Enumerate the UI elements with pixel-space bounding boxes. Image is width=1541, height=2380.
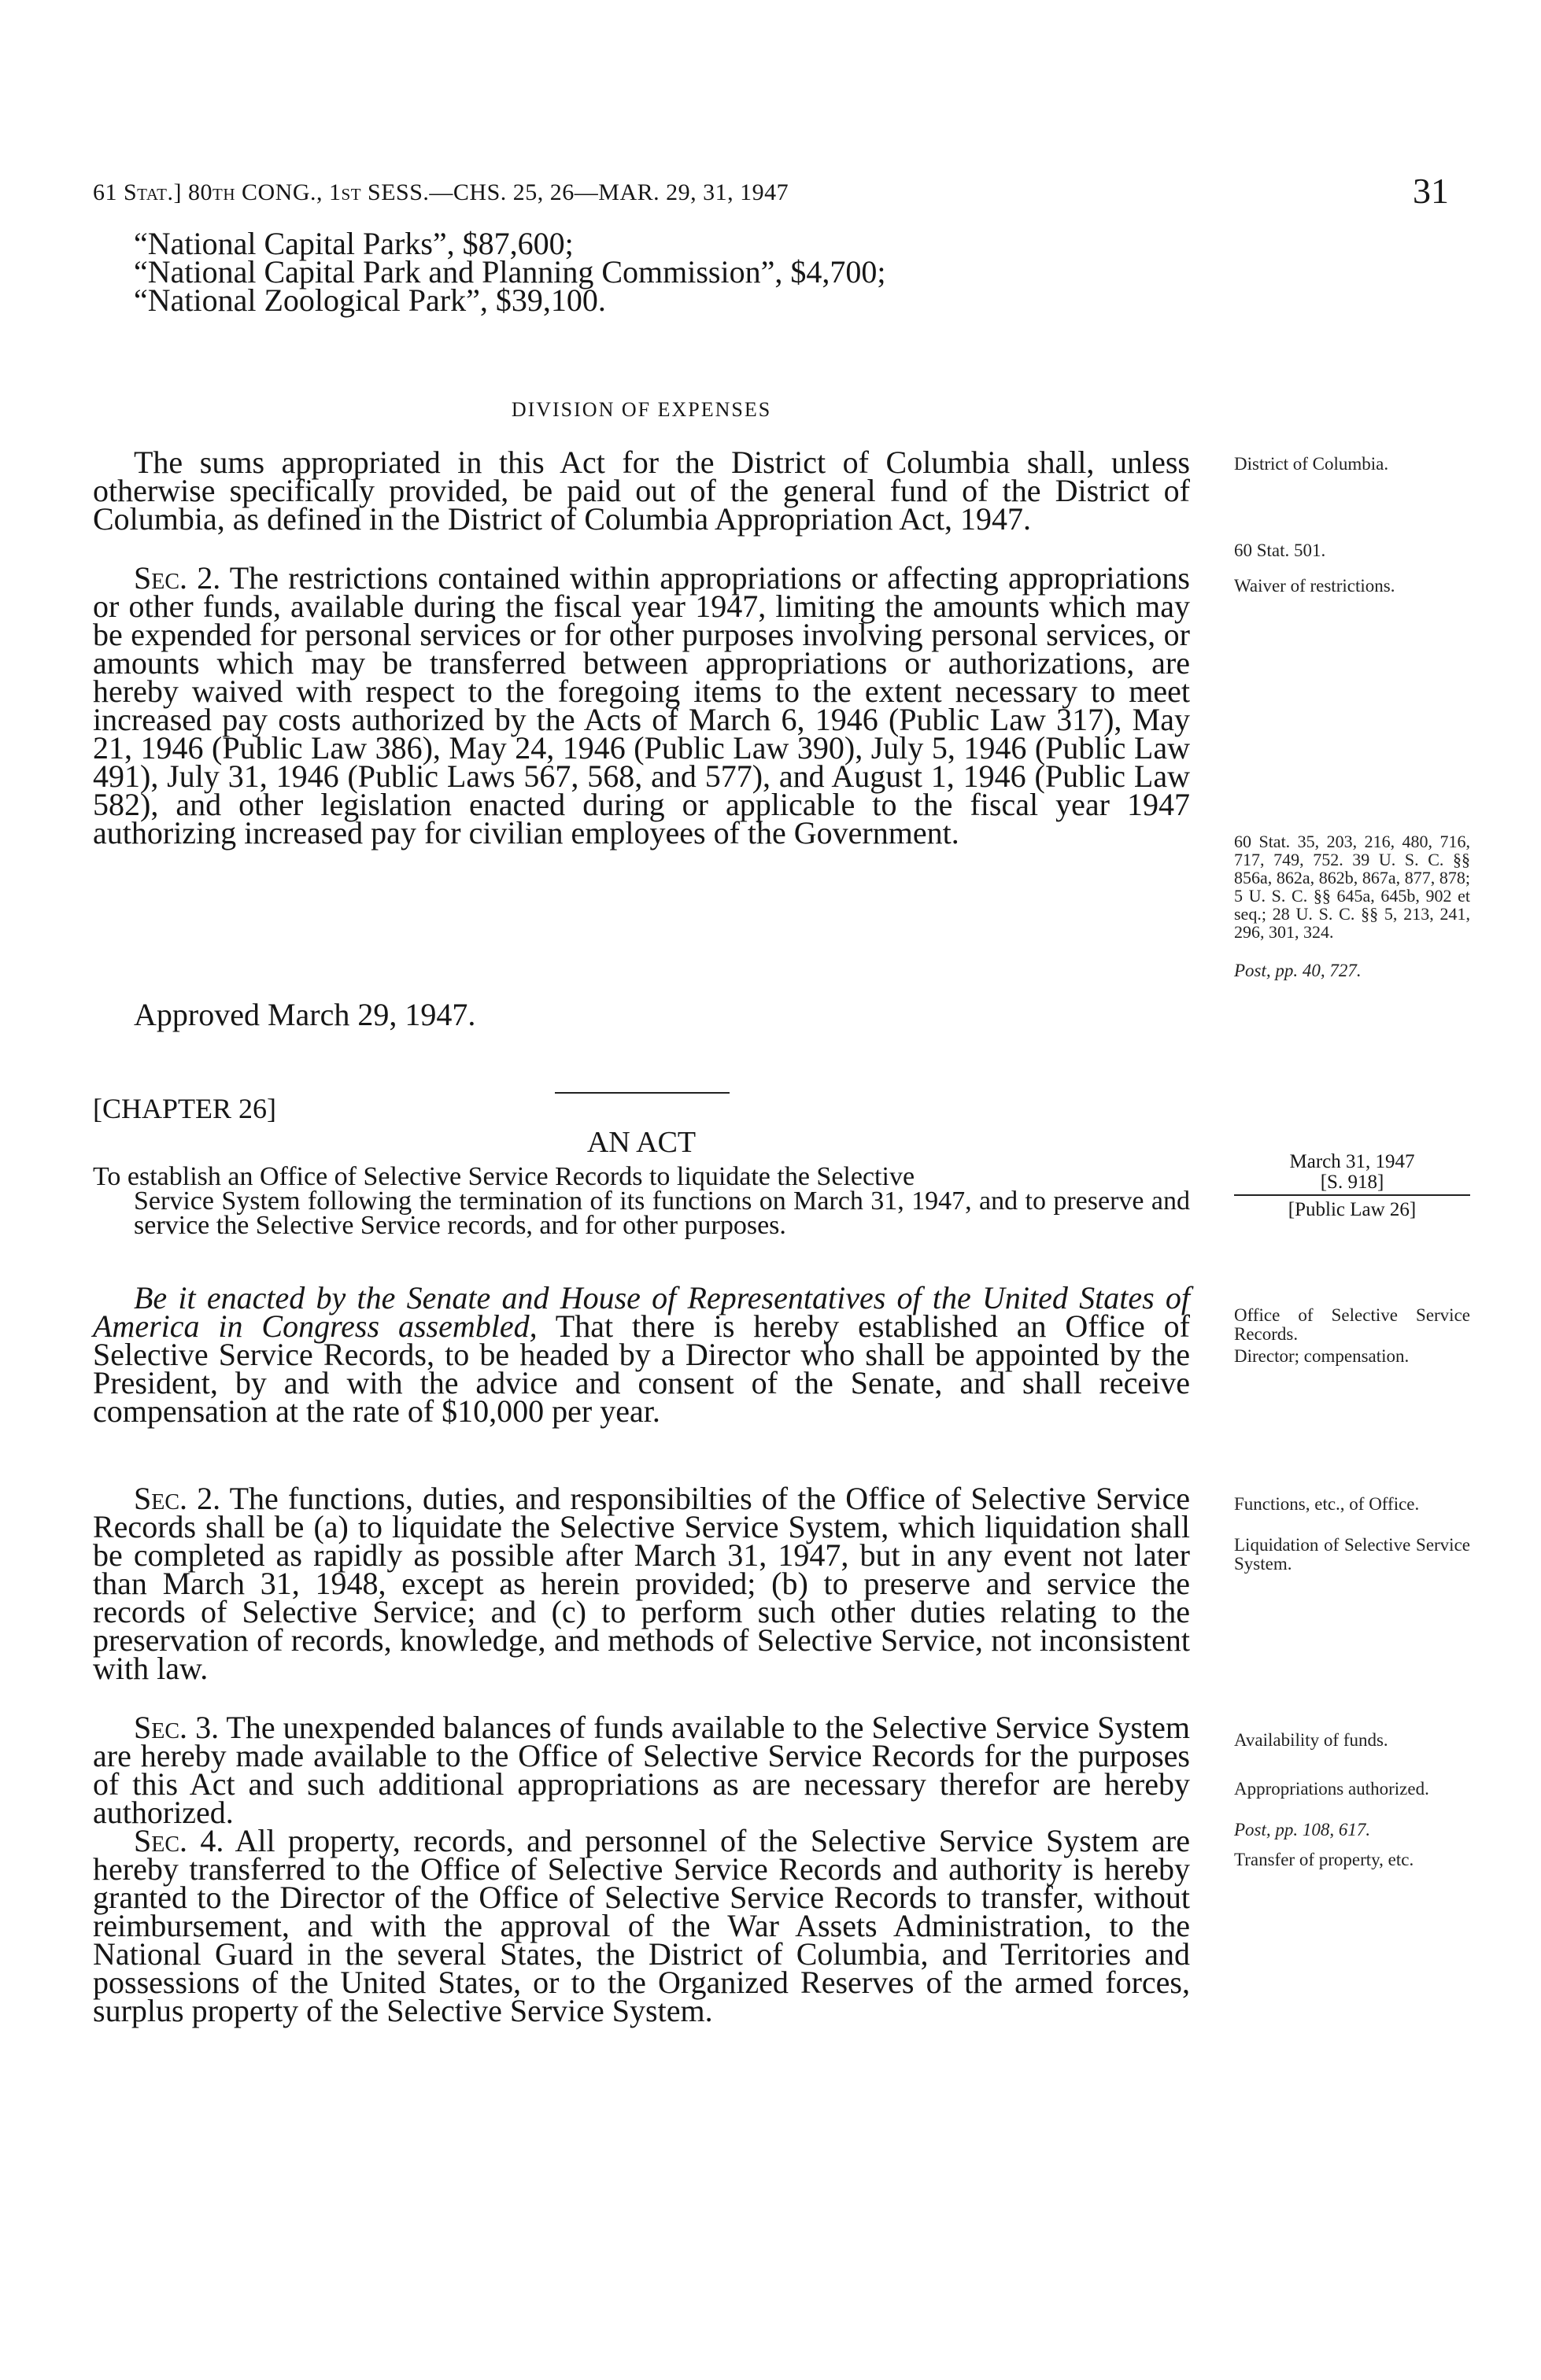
approval-date: March 31, 1947 [1289, 1151, 1415, 1172]
margin-note-stat-501: 60 Stat. 501. [1234, 541, 1326, 560]
section-4-block [93, 1823, 1190, 2028]
running-header: 61 Stat.] 80th CONG., 1st SESS.—CHS. 25, 26—MAR. 29, 31, 1947 [93, 179, 789, 205]
side-rule [1234, 1194, 1470, 1196]
bill-reference [1234, 1152, 1470, 1193]
margin-note-availability: Availability of funds. [1234, 1730, 1388, 1750]
approval-line: Approved March 29, 1947. [134, 997, 476, 1032]
margin-note-functions: Functions, etc., of Office. [1234, 1494, 1420, 1514]
act-title: To establish an Office of Selective Service Records to liquidate the Selective Service System following the termination of its functions on March 31, 1947, and to preserve and service the Selective Service records, and for other purposes. [93, 1162, 1190, 1240]
page-number: 31 [1413, 171, 1449, 211]
margin-note-post-2: Post, pp. 108, 617. [1234, 1820, 1371, 1839]
section-2-block [93, 560, 1191, 851]
section-1-paragraph: Be it enacted by the Senate and House of Representatives of the United States of America in Congress assembled, That there is hereby established an Office of Selective Service Records, to be headed by a Director who shall be appointed by the President, by and with the advice and consent of the Senate, and shall receive compensation at the rate of $10,000 per year. [93, 1280, 1190, 1429]
margin-note-transfer: Transfer of property, etc. [1234, 1850, 1414, 1869]
margin-note-office: Office of Selective Service Records. [1234, 1305, 1470, 1344]
approp-item: “National Capital Parks”, $87,600; [134, 226, 574, 261]
margin-note-waiver: Waiver of restrictions. [1234, 576, 1395, 596]
section-3-block [93, 1710, 1190, 1830]
appropriation-items [93, 226, 1190, 318]
division-body [93, 445, 1190, 537]
section-2b-block [93, 1481, 1191, 1686]
margin-note-liquidation: Liquidation of Selective Service System. [1234, 1535, 1470, 1574]
divider-rule [555, 1092, 730, 1094]
margin-note-post: Post, pp. 40, 727. [1234, 961, 1362, 980]
margin-note-district: District of Columbia. [1234, 454, 1389, 474]
approp-item: “National Zoological Park”, $39,100. [134, 282, 606, 318]
public-law-number: [Public Law 26] [1288, 1199, 1417, 1220]
section-2b-paragraph: Sec. 2. The functions, duties, and responsibilties of the Office of Selective Service Records shall be (a) to liquidate the Selective Service System, which liquidation shall be completed as rapidly as possible after March 31, 1947, but in any event not later than March 31, 1948, except as herein provided; (b) to preserve and service the records of Selective Service; and (c) to perform such other duties relating to the preservation of records, knowledge, and methods of Selective Service, not inconsistent with law. [93, 1481, 1191, 1686]
division-paragraph: The sums appropriated in this Act for the District of Columbia shall, unless otherwise specifically provided, be paid out of the general fund of the District of Columbia, as defined in the District of Columbia Appropriation Act, 1947. [93, 445, 1190, 537]
section-4-paragraph: Sec. 4. All property, records, and personnel of the Selective Service System are hereby transferred to the Office of Selective Service Records and authority is hereby granted to the Director of the Office of Selective Service Records to transfer, without reimbursement, and with the approval of the War Assets Administration, to the National Guard in the several States, the District of Columbia, and Territories and possessions of the United States, or to the Organized Reserves of the armed forces, surplus property of the Selective Service System. [93, 1823, 1190, 2028]
bill-number: [S. 918] [1320, 1172, 1384, 1193]
division-heading: DIVISION OF EXPENSES [511, 398, 772, 421]
section-label: Sec. 2. [134, 560, 221, 596]
section-3-paragraph: Sec. 3. The unexpended balances of funds available to the Selective Service System are hereby made available to the Office of Selective Service Records for the purposes of this Act and such additional appropriations as are necessary therefor are hereby authorized. [93, 1710, 1190, 1830]
enacting-clause: Be it enacted by the Senate and House of Representatives of the United States of America in Congress assembled, [93, 1280, 1190, 1344]
margin-note-citations: 60 Stat. 35, 203, 216, 480, 716, 717, 749, 752. 39 U. S. C. §§ 856a, 862a, 862b, 867a, 877, 878; 5 U. S. C. §§ 645a, 645b, 902 et seq.; 28 U. S. C. §§ 5, 213, 241, 296, 301, 324. [1234, 832, 1470, 942]
act-heading: AN ACT [586, 1126, 697, 1159]
section-1-block [93, 1280, 1190, 1429]
chapter-label: [CHAPTER 26] [93, 1093, 276, 1124]
margin-note-director: Director; compensation. [1234, 1346, 1410, 1366]
margin-note-appropriations: Appropriations authorized. [1234, 1779, 1429, 1799]
section-2-paragraph: Sec. 2. The restrictions contained within appropriations or affecting appropriations or other funds, available during the fiscal year 1947, limiting the amounts which may be expended for personal services or for other purposes involving personal services, or amounts which may be transferred between appropriations or authorizations, are hereby waived with respect to the foregoing items to the extent necessary to meet increased pay costs authorized by the Acts of March 6, 1946 (Public Law 317), May 21, 1946 (Public Law 386), May 24, 1946 (Public Law 390), July 5, 1946 (Public Law 491), July 31, 1946 (Public Laws 567, 568, and 577), and August 1, 1946 (Public Law 582), and other legislation enacted during or applicable to the fiscal year 1947 authorizing increased pay for civilian employees of the Government. [93, 560, 1191, 851]
approp-item: “National Capital Park and Planning Commission”, $4,700; [134, 254, 886, 290]
